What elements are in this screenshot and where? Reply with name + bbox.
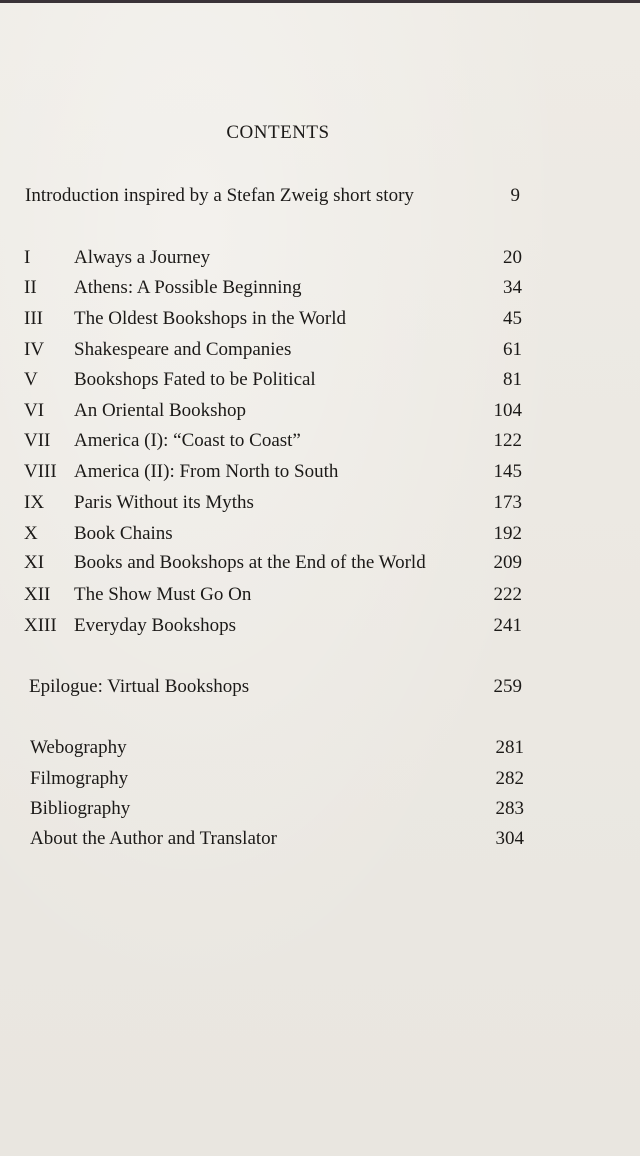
toc-entry-chapter xyxy=(0,245,522,271)
entry-title: The Oldest Bookshops in the World xyxy=(74,308,347,329)
chapter-number: X xyxy=(24,523,38,544)
entry-title: Paris Without its Myths xyxy=(74,492,254,513)
entry-page-number: 61 xyxy=(503,339,522,360)
entry-title: Always a Journey xyxy=(74,247,211,268)
entry-title: An Oriental Bookshop xyxy=(74,400,247,421)
entry-page-number: 281 xyxy=(495,737,524,758)
entry-title: America (II): From North to South xyxy=(74,461,339,482)
toc-entry-chapter xyxy=(0,490,522,516)
toc-entry-back-matter xyxy=(0,826,524,852)
entry-page-number: 192 xyxy=(493,523,522,544)
toc-entry-chapter xyxy=(0,459,522,485)
entry-title: Bookshops Fated to be Political xyxy=(74,369,316,390)
entry-page-number: 104 xyxy=(493,400,522,421)
entry-page-number: 209 xyxy=(493,552,522,573)
entry-page-number: 145 xyxy=(493,461,522,482)
entry-title: Books and Bookshops at the End of the World xyxy=(74,552,426,573)
entry-title: Everyday Bookshops xyxy=(74,615,237,636)
entry-title: Bibliography xyxy=(30,798,131,819)
toc-entry-chapter xyxy=(0,521,522,547)
chapter-number: II xyxy=(24,277,37,298)
chapter-number: VIII xyxy=(24,461,57,482)
toc-entry-chapter xyxy=(0,428,522,454)
toc-entry-chapter xyxy=(0,550,522,576)
entry-page-number: 259 xyxy=(493,676,522,697)
toc-entry-chapter xyxy=(0,582,522,608)
entry-title: Athens: A Possible Beginning xyxy=(74,277,302,298)
entry-page-number: 283 xyxy=(495,798,524,819)
entry-page-number: 122 xyxy=(493,430,522,451)
entry-title: Filmography xyxy=(30,768,129,789)
toc-entry-chapter xyxy=(0,306,522,332)
entry-title: About the Author and Translator xyxy=(30,828,277,849)
entry-page-number: 241 xyxy=(493,615,522,636)
toc-entry-chapter xyxy=(0,398,522,424)
chapter-number: I xyxy=(24,247,31,268)
chapter-number: VI xyxy=(24,400,45,421)
toc-entry-back-matter xyxy=(0,766,524,792)
entry-page-number: 282 xyxy=(495,768,524,789)
entry-page-number: 45 xyxy=(503,308,522,329)
chapter-number: IX xyxy=(24,492,45,513)
toc-entry-epilogue xyxy=(0,674,522,700)
toc-entry-introduction xyxy=(0,183,520,209)
chapter-number: III xyxy=(24,308,43,329)
entry-page-number: 9 xyxy=(510,185,520,206)
toc-entry-chapter xyxy=(0,367,522,393)
page-top-edge xyxy=(0,0,640,3)
entry-title: The Show Must Go On xyxy=(74,584,252,605)
toc-entry-chapter xyxy=(0,337,522,363)
entry-title: America (I): “Coast to Coast” xyxy=(74,430,301,451)
toc-entry-back-matter xyxy=(0,796,524,822)
contents-heading: CONTENTS xyxy=(226,122,330,143)
entry-page-number: 173 xyxy=(493,492,522,513)
toc-entry-back-matter xyxy=(0,735,524,761)
chapter-number: XI xyxy=(24,552,45,573)
entry-page-number: 20 xyxy=(503,247,522,268)
chapter-number: IV xyxy=(24,339,45,360)
chapter-number: XII xyxy=(24,584,51,605)
chapter-number: V xyxy=(24,369,38,390)
entry-title: Webography xyxy=(30,737,127,758)
entry-page-number: 222 xyxy=(493,584,522,605)
toc-entry-chapter xyxy=(0,275,522,301)
toc-entry-chapter xyxy=(0,613,522,639)
entry-page-number: 304 xyxy=(495,828,524,849)
chapter-number: XIII xyxy=(24,615,57,636)
entry-title: Epilogue: Virtual Bookshops xyxy=(29,676,250,697)
entry-title: Introduction inspired by a Stefan Zweig short story xyxy=(25,185,414,206)
chapter-number: VII xyxy=(24,430,51,451)
entry-page-number: 34 xyxy=(503,277,522,298)
entry-page-number: 81 xyxy=(503,369,522,390)
entry-title: Shakespeare and Companies xyxy=(74,339,292,360)
entry-title: Book Chains xyxy=(74,523,173,544)
